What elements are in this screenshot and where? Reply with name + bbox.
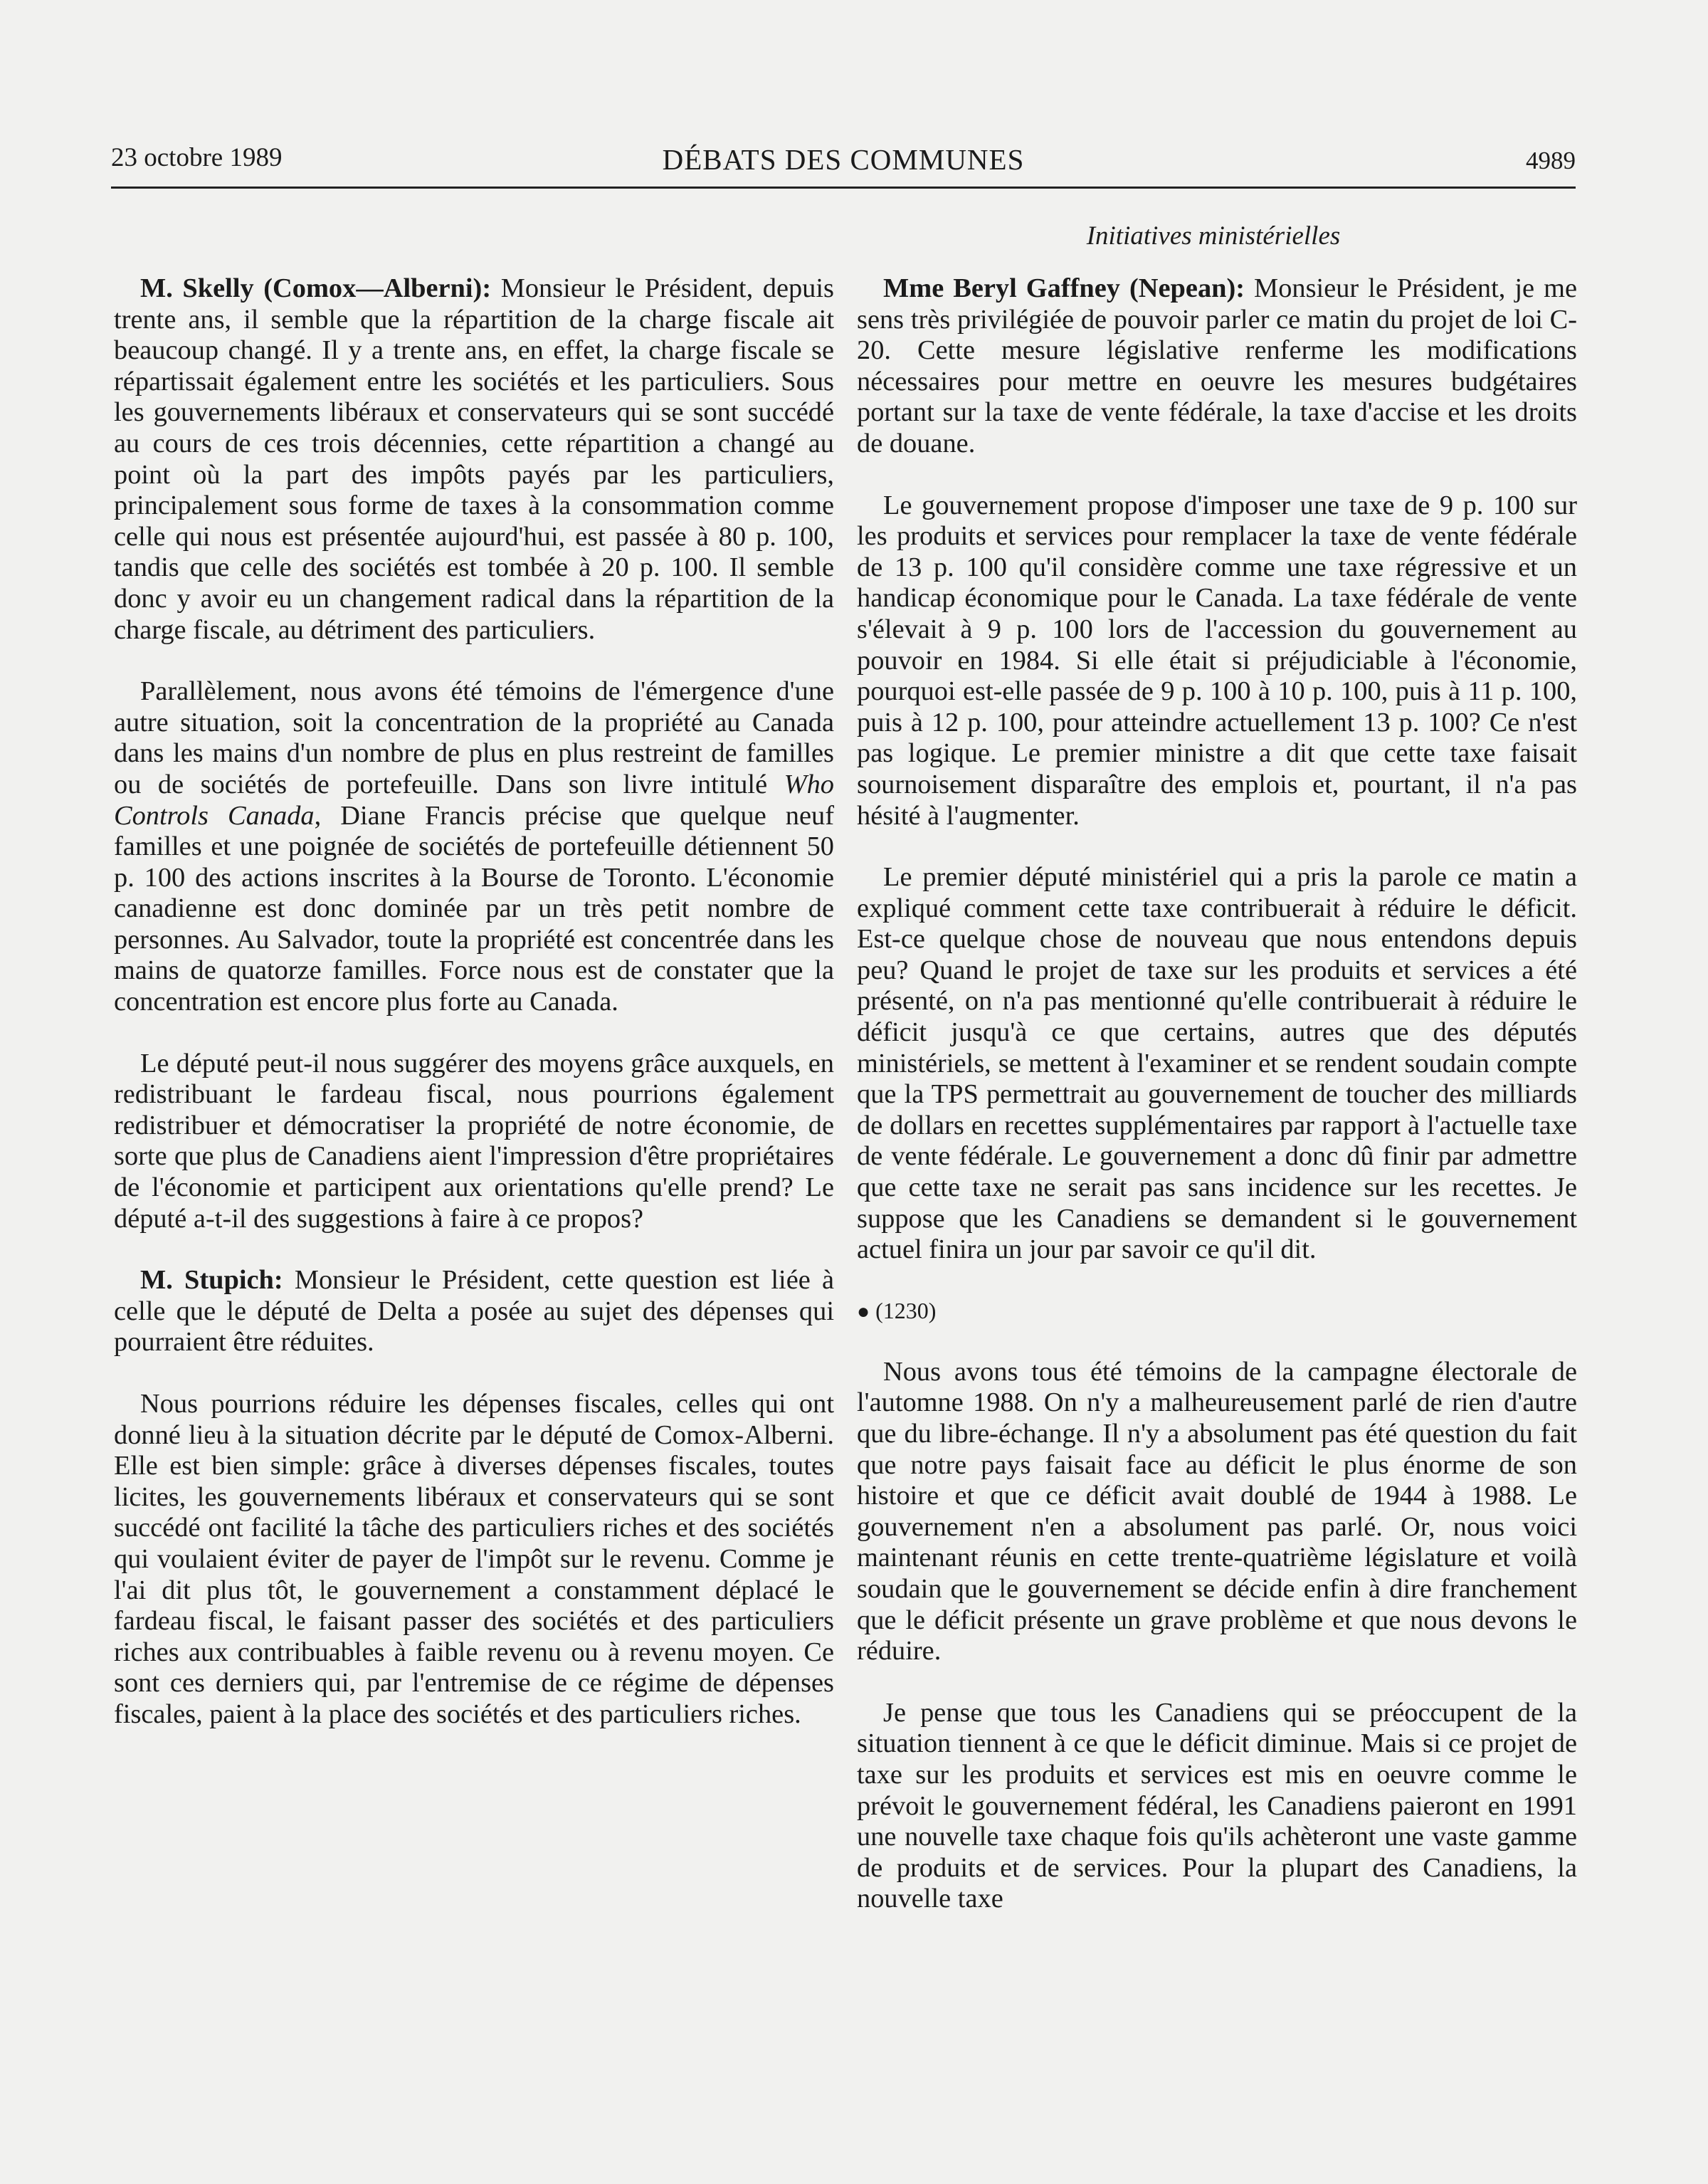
speaker-name: Mme Beryl Gaffney (Nepean):: [883, 273, 1245, 303]
paragraph: [114, 676, 834, 1018]
paragraph: Le gouvernement propose d'imposer une taxe de 9 p. 100 sur les produits et services pour remplacer la taxe de vente fédérale de 13 p. 100 qu'il considère comme une taxe régressive et un handicap économique pour le Canada. La taxe fédérale de vente s'élevait à 9 p. 100 lors de l'accession du gouvernement au pouvoir en 1984. Si elle était si préjudiciable à l'économie, pourquoi est-elle passée de 9 p. 100 à 10 p. 100, puis à 11 p. 100, puis à 12 p. 100, pour atteindre actuellement 13 p. 100? Ce n'est pas logique. Le premier ministre a dit que cette taxe faisait sournoisement disparaître des emplois et, pourtant, il n'a pas hésité à l'augmenter.: [857, 490, 1577, 831]
paragraph-text: Monsieur le Président, je me sens très privilégiée de pouvoir parler ce matin du projet de loi C-20. Cette mesure législative renferme les modifications nécessaires pour mettre en oeuvre les mesures budgétaires portant sur la taxe de vente fédérale, la taxe d'accise et les droits de douane.: [857, 273, 1577, 458]
section-subheading: Initiatives ministérielles: [1086, 221, 1341, 251]
header-date: 23 octobre 1989: [111, 143, 283, 172]
time-marker: [857, 1296, 1577, 1326]
paragraph-text: , Diane Francis précise que quelque neuf familles et une poignée de sociétés de portefeuille détiennent 50 p. 100 des actions inscrites à la Bourse de Toronto. L'économie canadienne est donc dominée par un très petit nombre de personnes. Au Salvador, toute la propriété est concentrée dans les mains de quatorze familles. Force nous est de constater que la concentration est encore plus forte au Canada.: [114, 800, 834, 1017]
paragraph: [114, 1265, 834, 1358]
paragraph: Je pense que tous les Canadiens qui se préoccupent de la situation tiennent à ce que le déficit diminue. Mais si ce projet de taxe sur les produits et services est mis en oeuvre comme le prévoit le gouvernement fédéral, les Canadiens paieront en 1991 une nouvelle taxe chaque fois qu'ils achèteront une vaste gamme de produits et de services. Pour la plupart des Canadiens, la nouvelle taxe: [857, 1697, 1577, 1914]
time-marker-text: (1230): [875, 1297, 937, 1323]
paragraph: Le député peut-il nous suggérer des moyens grâce auxquels, en redistribuant le fardeau fiscal, nous pourrions également redistribuer et démocratiser la propriété de notre économie, de sorte que plus de Canadiens aient l'impression d'être propriétaires de l'économie et participent aux orientations qu'elle prend? Le député a-t-il des suggestions à faire à ce propos?: [114, 1048, 834, 1234]
paragraph: Le premier député ministériel qui a pris la parole ce matin a expliqué comment cette taxe contribuerait à réduire le déficit. Est-ce quelque chose de nouveau que nous entendons depuis peu? Quand le projet de taxe sur les produits et services a été présenté, on n'a pas mentionné qu'elle contribuerait à réduire le déficit jusqu'à ce que certains, autres que des députés ministériels, se mettent à l'examiner et se rendent soudain compte que la TPS permettrait au gouvernement de toucher des milliards de dollars en recettes supplémentaires par rapport à l'actuelle taxe de vente fédérale. Le gouvernement a donc dû finir par admettre que cette taxe ne serait pas sans incidence sur les recettes. Je suppose que les Canadiens se demandent si le gouvernement actuel finira un jour par savoir ce qu'il dit.: [857, 862, 1577, 1265]
paragraph-text: Monsieur le Président, depuis trente ans, il semble que la répartition de la charge fiscale ait beaucoup changé. Il y a trente ans, en effet, la charge fiscale se répartissait également entre les sociétés et les particuliers. Sous les gouvernements libéraux et conservateurs qui se sont succédé au cours de ces trois décennies, cette répartition a changé au point où la part des impôts payés par les particuliers, principalement sous forme de taxes à la consommation comme celle qui nous est présentée aujourd'hui, est passée à 80 p. 100, tandis que celle des sociétés est tombée à 20 p. 100. Il semble donc y avoir eu un changement radical dans la répartition de la charge fiscale, au détriment des particuliers.: [114, 273, 834, 645]
paragraph: [114, 273, 834, 646]
paragraph: Nous avons tous été témoins de la campagne électorale de l'automne 1988. On n'y a malheureusement parlé de rien d'autre que du libre-échange. Il n'y a absolument pas été question du fait que notre pays faisait face au déficit le plus énorme de son histoire et que ce déficit avait doublé de 1944 à 1988. Le gouvernement n'en a absolument pas parlé. Or, nous voici maintenant réunis en cette trente-quatrième législature et voilà soudain que le gouvernement se décide enfin à dire franchement que le déficit présente un grave problème et que nous devons le réduire.: [857, 1356, 1577, 1666]
left-column: [114, 273, 834, 1731]
page-header: [111, 142, 1576, 189]
paragraph-text: Parallèlement, nous avons été témoins de l'émergence d'une autre situation, soit la concentration de la propriété au Canada dans les mains d'un nombre de plus en plus restreint de familles ou de sociétés de portefeuille. Dans son livre intitulé: [114, 676, 834, 799]
page-number: 4989: [1526, 147, 1576, 174]
speaker-name: M. Skelly (Comox—Alberni):: [140, 273, 492, 303]
paragraph: Nous pourrions réduire les dépenses fiscales, celles qui ont donné lieu à la situation décrite par le député de Comox-Alberni. Elle est bien simple: grâce à diverses dépenses fiscales, toutes licites, les gouvernements libéraux et conservateurs qui se sont succédé ont facilité la tâche des particuliers riches et des sociétés qui voulaient éviter de payer de l'impôt sur le revenu. Comme je l'ai dit plus tôt, le gouvernement a constamment déplacé le fardeau fiscal, le faisant passer des sociétés et des particuliers riches aux contribuables à faible revenu ou à revenu moyen. Ce sont ces derniers qui, par l'entremise de ce régime de dépenses fiscales, paient à la place des sociétés et des particuliers riches.: [114, 1389, 834, 1729]
bullet-icon: ●: [857, 1299, 870, 1323]
paragraph: [857, 273, 1577, 460]
paragraph-text: Monsieur le Président, cette question est liée à celle que le député de Delta a posée au sujet des dépenses qui pourraient être réduites.: [114, 1265, 834, 1358]
header-title: DÉBATS DES COMMUNES: [662, 143, 1025, 176]
book-title: Who Controls Canada: [114, 769, 834, 831]
right-column: [857, 273, 1577, 1915]
speaker-name: M. Stupich:: [140, 1265, 283, 1296]
